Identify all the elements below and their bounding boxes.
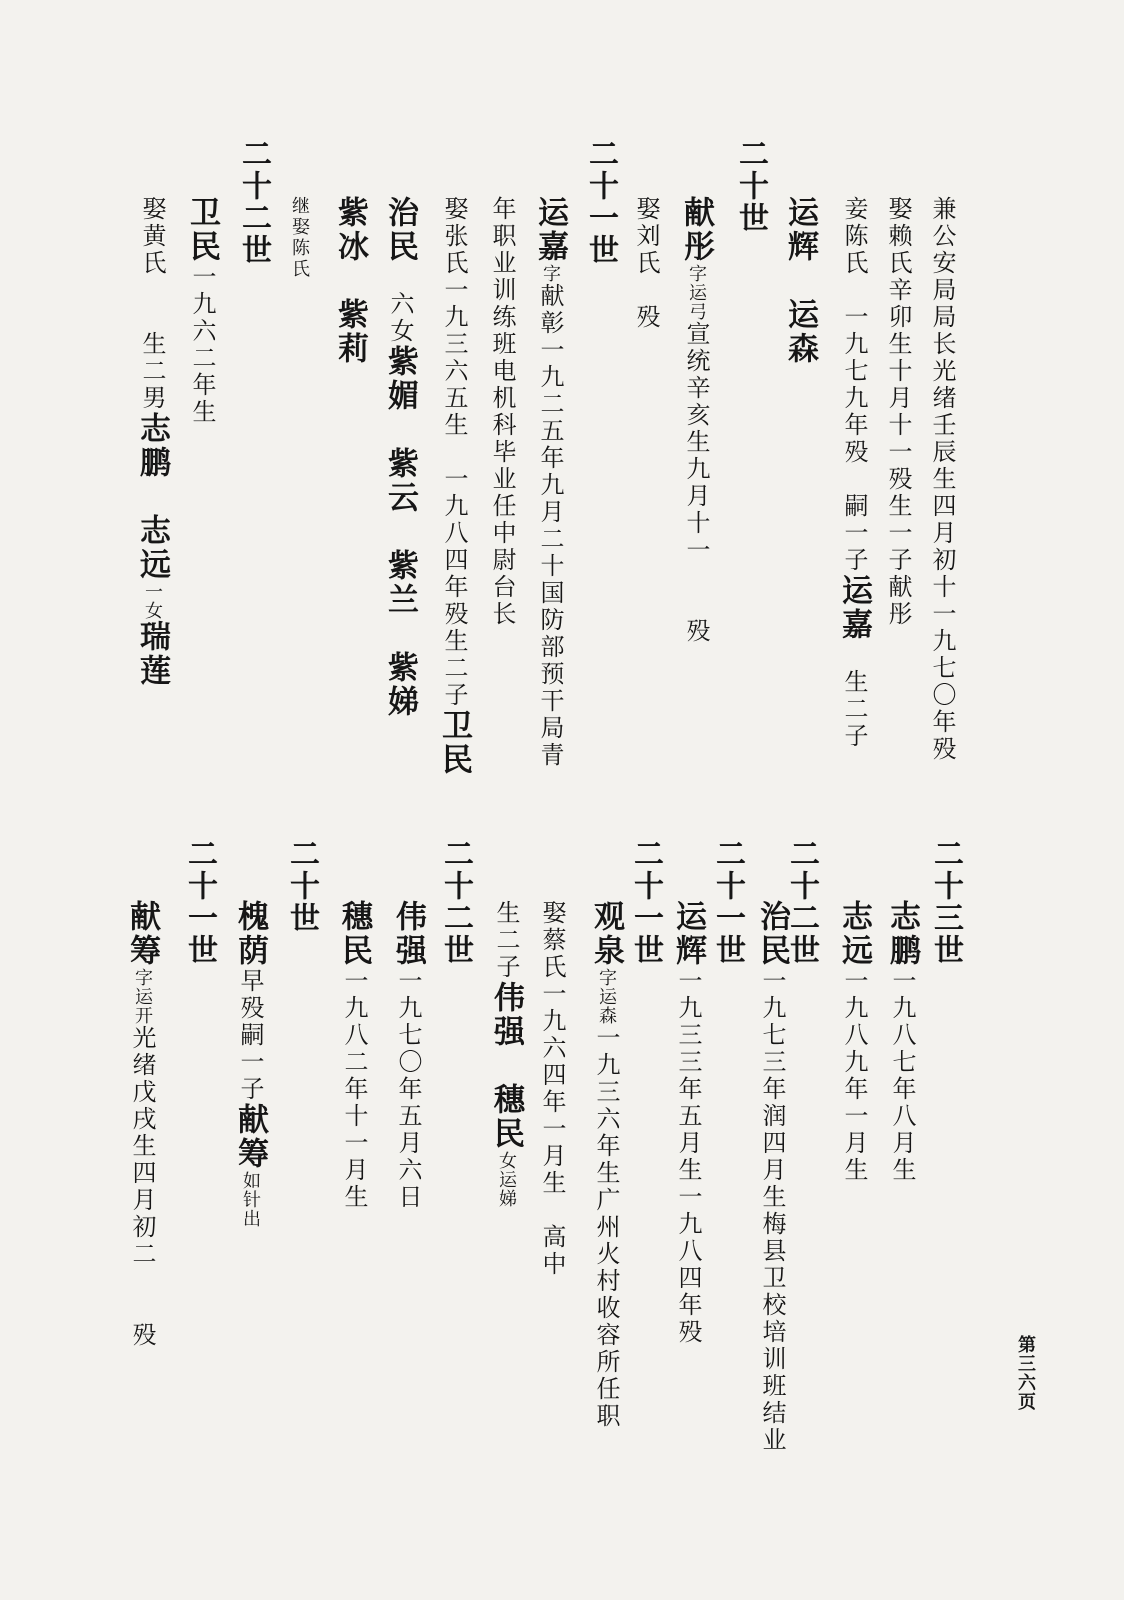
- courtesy-name: 字运森: [596, 968, 617, 1025]
- generation-heading: [710, 838, 745, 966]
- text-column: [382, 196, 418, 719]
- person-names: [782, 196, 818, 366]
- text-column: [634, 196, 658, 331]
- generation-heading: [438, 838, 473, 966]
- text-column: [336, 900, 372, 1211]
- text-column: [290, 196, 308, 280]
- column-text: 女运娣: [496, 1151, 517, 1208]
- column-text: 生二子: [840, 642, 868, 750]
- page-number: 第三六页: [1015, 1335, 1036, 1411]
- column-text: 一九八九年一月生: [840, 968, 868, 1184]
- generation-label: 二十一世: [182, 838, 217, 966]
- courtesy-name: 字运弓: [686, 264, 707, 321]
- courtesy-marker: 字: [540, 264, 561, 283]
- column-text: 光绪戊戌生四月初二 殁: [128, 1025, 156, 1349]
- column-text: 一九八二年十一月生: [340, 968, 368, 1211]
- column-text: 兼公安局局长光绪壬辰生四月初十一九七〇年殁: [928, 196, 956, 763]
- text-column: [670, 900, 706, 1346]
- column-text: 年职业训练班电机科毕业任中尉台长: [488, 196, 516, 628]
- column-text: 娶黄氏 生二男: [138, 196, 166, 412]
- person-name: 献筹: [232, 1103, 268, 1171]
- column-text: 娶张氏一九三六五生 一九八四年殁生二子: [440, 196, 468, 709]
- person-name: 志鹏: [884, 900, 920, 968]
- column-text: 娶赖氏辛卯生十月十一殁生一子献彤: [884, 196, 912, 628]
- column-text: 一九三三年五月生一九八四年殁: [674, 968, 702, 1346]
- column-text: 一九六二年生: [188, 264, 216, 426]
- person-name: 伟强: [390, 900, 426, 968]
- text-column: [488, 900, 524, 1208]
- generation-label: 二十一世: [710, 838, 745, 966]
- person-name: 治民: [382, 196, 418, 264]
- column-text: 生二子: [492, 900, 520, 981]
- text-column: [232, 900, 268, 1228]
- person-name: 运辉 运森: [782, 196, 818, 366]
- generation-heading: [784, 838, 819, 966]
- generation-label: 二十世: [284, 838, 319, 934]
- column-text: 娶蔡氏一九六四年一月生 高中: [538, 900, 566, 1278]
- generation-label: 二十二世: [236, 138, 271, 266]
- text-column: [884, 900, 920, 1184]
- generation-heading: [583, 138, 618, 266]
- text-column: [588, 900, 624, 1430]
- person-names: 伟强 穗民: [488, 981, 524, 1151]
- text-column: [930, 196, 954, 763]
- courtesy-name: 字运开: [132, 968, 153, 1025]
- column-text: 娶刘氏 殁: [632, 196, 660, 331]
- person-names: 志鹏 志远: [134, 412, 170, 582]
- generation-heading: [182, 838, 217, 966]
- column-text: 一九七〇年五月六日: [394, 968, 422, 1211]
- person-name: 运嘉: [836, 574, 872, 642]
- generation-label: 二十一世: [583, 138, 618, 266]
- column-text: 一九三六年生广州火村收容所任职: [592, 1025, 620, 1430]
- person-name: 紫冰 紫莉: [332, 196, 368, 366]
- person-names: 紫媚 紫云 紫兰 紫娣: [382, 345, 418, 719]
- text-column: [390, 900, 426, 1211]
- generation-heading: [236, 138, 271, 266]
- column-note: 如针出: [240, 1171, 261, 1228]
- person-name: 运辉: [670, 900, 706, 968]
- text-column: [436, 196, 472, 777]
- column-text: 早殁嗣一子: [236, 968, 264, 1103]
- person-name: 献筹: [124, 900, 160, 968]
- text-column: [490, 196, 514, 628]
- person-names: [332, 196, 368, 366]
- text-column: [540, 900, 564, 1278]
- column-text: 一九八七年八月生: [888, 968, 916, 1184]
- person-name: 运嘉: [532, 196, 568, 264]
- generation-heading: [284, 838, 319, 934]
- generation-label: 二十二世: [784, 838, 819, 966]
- person-name: 槐荫: [232, 900, 268, 968]
- text-column: [836, 900, 872, 1184]
- text-column: [678, 196, 714, 645]
- text-column: [754, 900, 790, 1454]
- generation-label: 二十世: [733, 138, 768, 234]
- generation-label: 二十一世: [628, 838, 663, 966]
- column-text: 献彰一九二五年九月二十国防部预干局青: [536, 283, 564, 769]
- person-name: 献彤: [678, 196, 714, 264]
- text-column: [184, 196, 220, 426]
- generation-label: 二十二世: [438, 838, 473, 966]
- generation-heading: [628, 838, 663, 966]
- generation-heading: [733, 138, 768, 234]
- generation-heading: [928, 838, 963, 966]
- text-column: [532, 196, 568, 769]
- person-name: 卫民: [184, 196, 220, 264]
- person-name: 志远: [836, 900, 872, 968]
- column-text: 宣统辛亥生九月十一 殁: [682, 321, 710, 645]
- column-text: 继娶陈氏: [289, 196, 310, 280]
- person-name: 卫民: [436, 709, 472, 777]
- person-name: 观泉: [588, 900, 624, 968]
- column-text: 一女: [142, 582, 163, 620]
- text-column: [134, 196, 170, 688]
- person-name: 治民: [754, 900, 790, 968]
- column-text: 妾陈氏 一九七九年殁 嗣一子: [840, 196, 868, 574]
- generation-label: 二十三世: [928, 838, 963, 966]
- column-text: 六女: [386, 264, 414, 345]
- person-name: 瑞莲: [134, 620, 170, 688]
- text-column: [124, 900, 160, 1349]
- text-column: [836, 196, 872, 750]
- column-text: 一九七三年润四月生梅县卫校培训班结业: [758, 968, 786, 1454]
- text-column: [886, 196, 910, 628]
- person-name: 穗民: [336, 900, 372, 968]
